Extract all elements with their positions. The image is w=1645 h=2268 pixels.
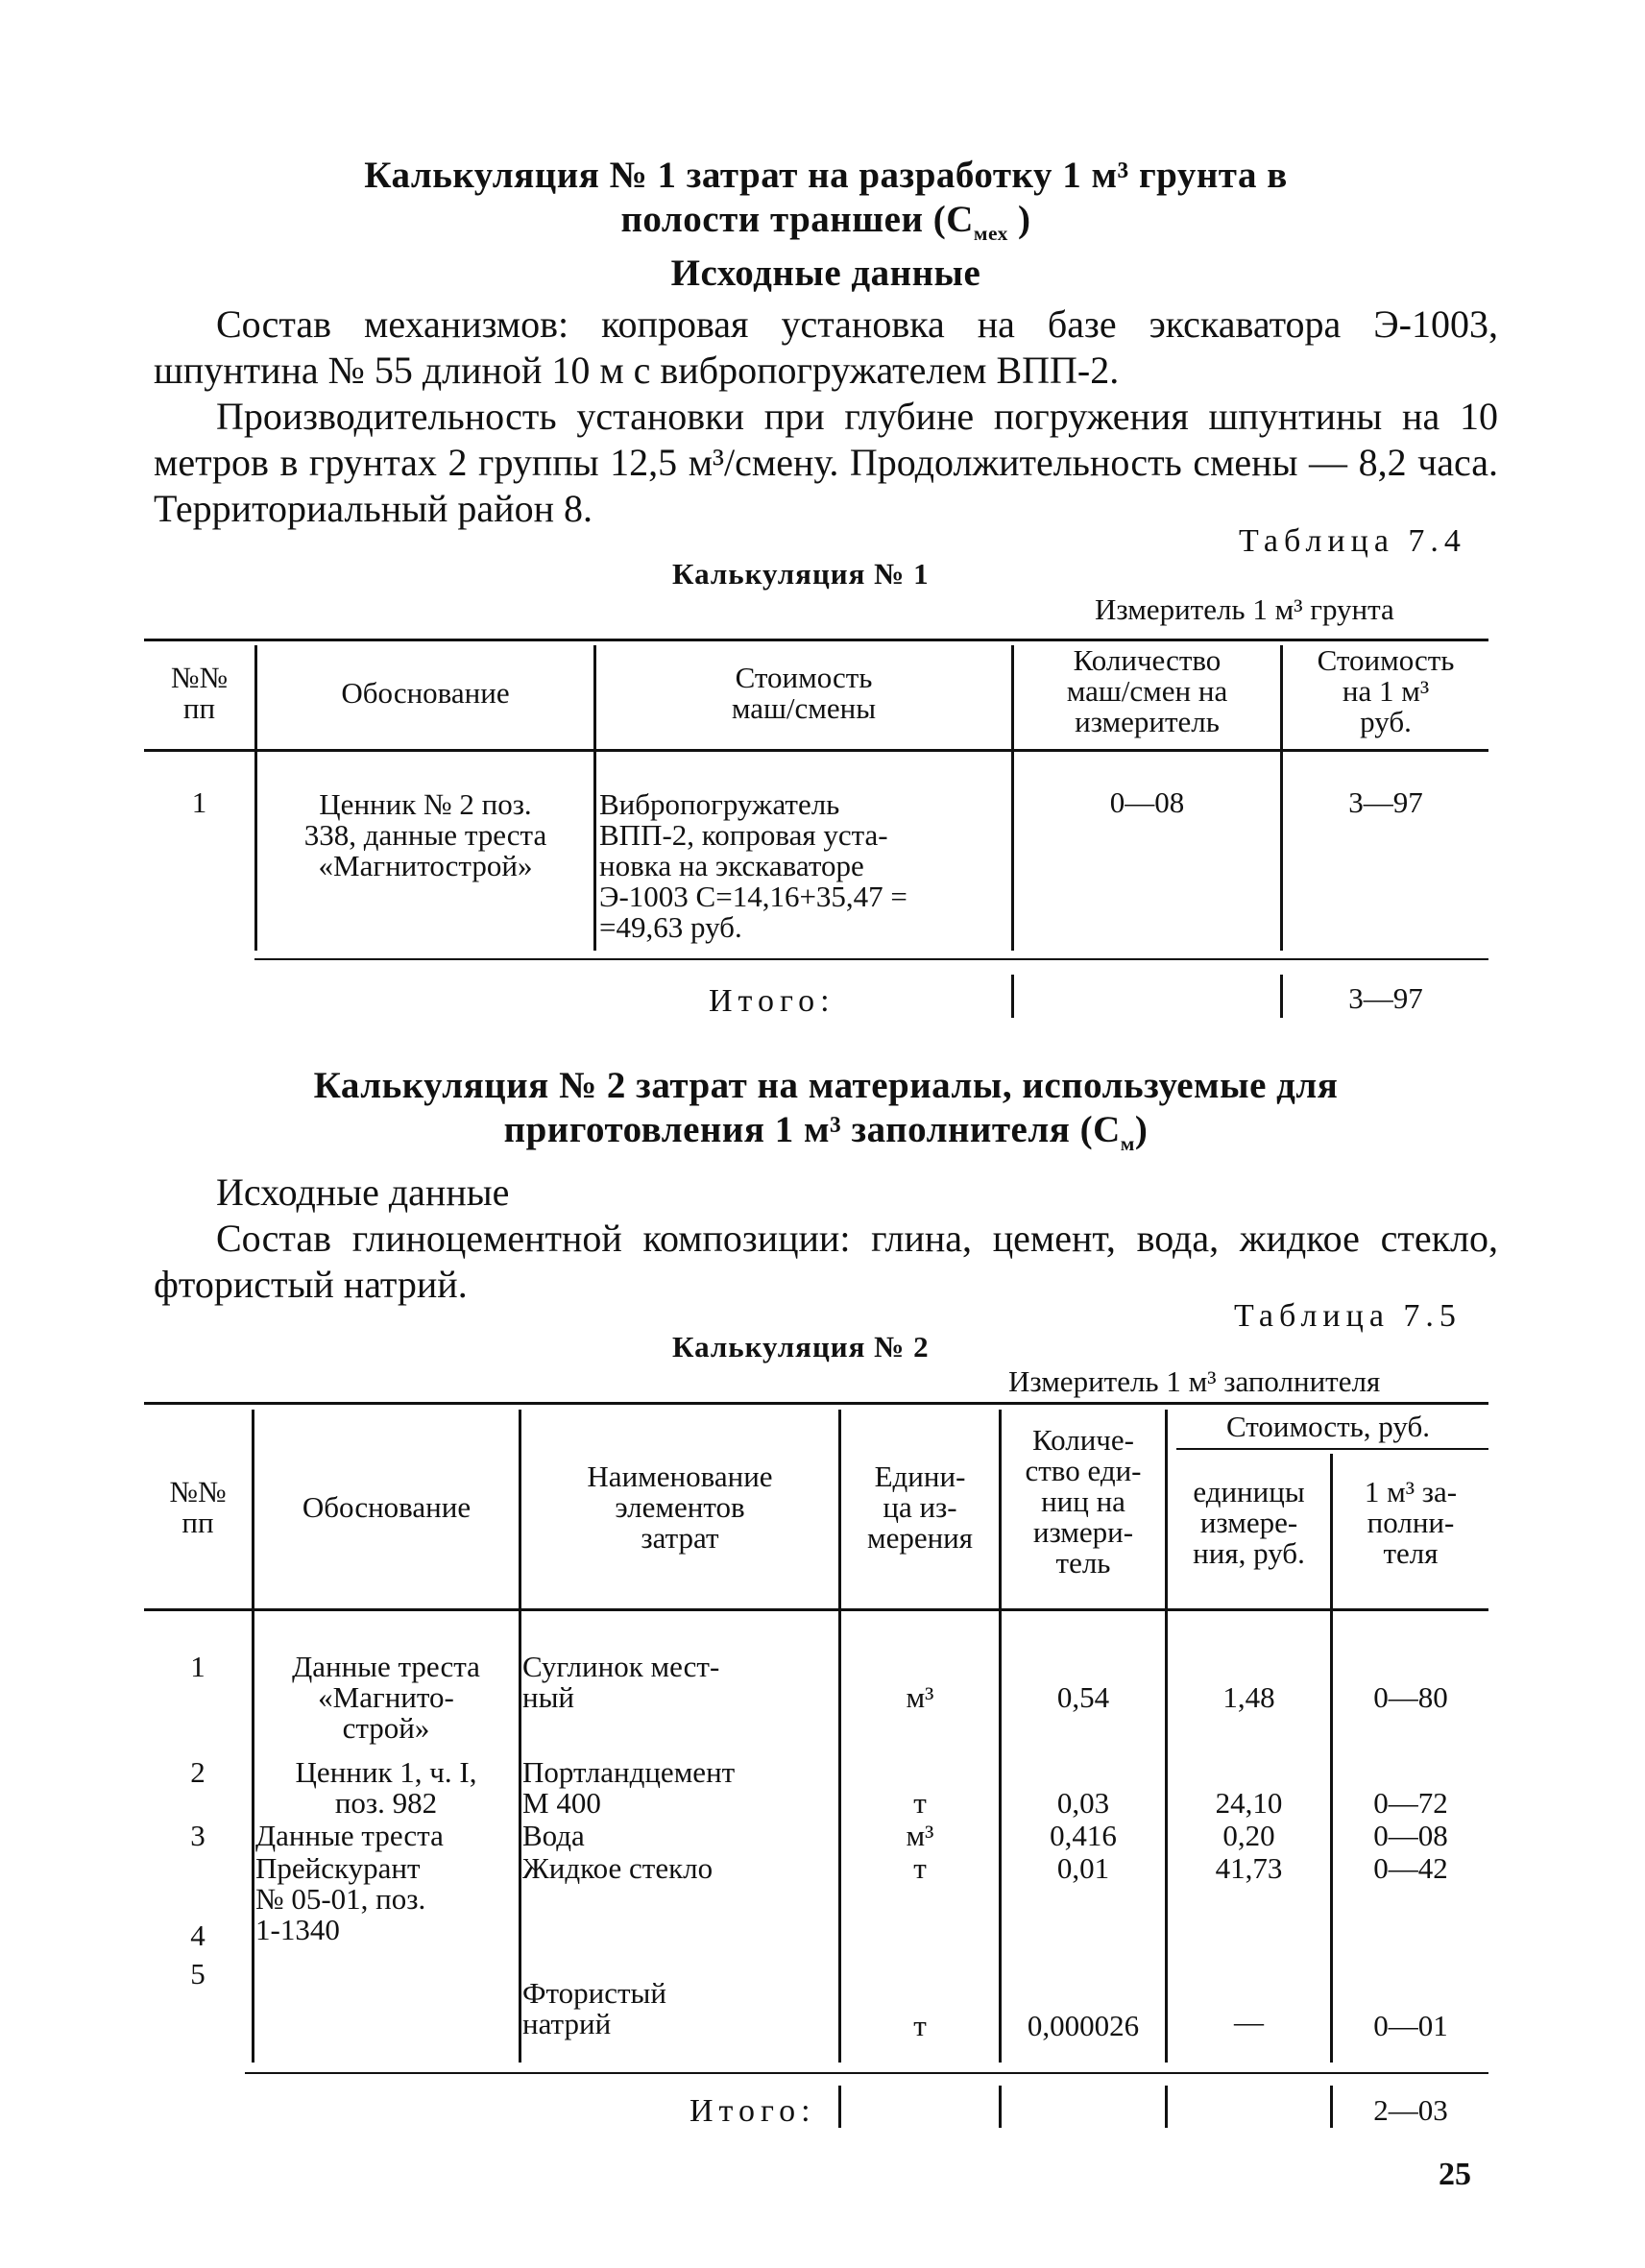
calc2-row1-basis: Данные треста «Магнито- строй» bbox=[292, 1650, 480, 1745]
calc1-meter: Измеритель 1 м³ грунта bbox=[1095, 592, 1394, 626]
calc1-row1-qty: 0—08 bbox=[1109, 785, 1185, 819]
calc2-table-bottom-rule bbox=[245, 2072, 1488, 2074]
calc2-row3-unit-cost: 0,20 bbox=[1222, 1819, 1275, 1852]
calc1-row1-basis: Ценник № 2 поз. 338, данные треста «Магнитострой» bbox=[303, 787, 547, 882]
calc1-th-price: Стоимость на 1 м³ руб. bbox=[1317, 643, 1455, 738]
calc2-row2-num: 2 bbox=[190, 1755, 206, 1789]
calc1-table-top-rule bbox=[144, 639, 1488, 641]
calc2-th-cost-group: Стоимость, руб. bbox=[1225, 1410, 1431, 1443]
calc2-row1-unit-cost: 1,48 bbox=[1222, 1680, 1275, 1714]
calc2-row2-qty: 0,03 bbox=[1056, 1786, 1110, 1820]
calc1-heading-line2-end: ) bbox=[1007, 199, 1031, 240]
calc2-row2-unit-cost: 24,10 bbox=[1215, 1786, 1283, 1820]
calc2-th-num: №№ пп bbox=[169, 1475, 227, 1539]
calc2-row4-unit-cost: 41,73 bbox=[1215, 1851, 1283, 1885]
calc2-row3-num: 3 bbox=[190, 1819, 206, 1852]
calc1-row1-num: 1 bbox=[191, 785, 207, 819]
calc1-th-qty: Количество маш/смен на измеритель bbox=[1066, 643, 1228, 738]
calc2-heading-subscript: м bbox=[1120, 1131, 1135, 1155]
calc2-total-value: 2—03 bbox=[1373, 2093, 1448, 2127]
calc2-row4-num: 4 bbox=[190, 1918, 206, 1952]
calc2-th-name: Наименование элементов затрат bbox=[587, 1460, 773, 1555]
calc2-row2-unit: т bbox=[913, 1786, 927, 1820]
calc2-heading-line2-end: ) bbox=[1134, 1109, 1149, 1150]
calc1-para2: Производительность установки при глубине погружения шпунтины на 10 метров в грунтах 2 группы 12,5 м³/смену. Продолжительность смены — 8,2 часа. Территориальный район 8. bbox=[154, 395, 1498, 530]
page-number: 25 bbox=[1439, 2157, 1471, 2192]
calc1-row1-cost: Вибропогружатель ВПП-2, копровая уста- новка на экскаваторе Э-1003 С=14,16+35,47 = =49,63 руб. bbox=[599, 787, 907, 944]
calc2-row3-per-m3: 0—08 bbox=[1373, 1819, 1448, 1852]
calc1-table-label: Таблица 7.4 bbox=[1239, 523, 1466, 559]
calc2-para1: Состав глиноцементной композиции: глина, цемент, вода, жидкое стекло, фтористый натрий. bbox=[154, 1217, 1498, 1306]
calc2-total-divider-3 bbox=[1165, 2086, 1168, 2128]
calc1-source-heading: Исходные данные bbox=[670, 253, 981, 294]
calc1-heading-subscript: мех bbox=[973, 221, 1008, 245]
calc2-row2-name: Портландцемент М 400 bbox=[522, 1755, 736, 1820]
calc1-total-label: Итого: bbox=[709, 983, 835, 1019]
calc2-row3-name: Вода bbox=[522, 1819, 585, 1852]
calc1-heading-line2-text: полости траншеи (С bbox=[620, 199, 974, 240]
calc2-row5-name: Фтористый натрий bbox=[522, 1976, 666, 2040]
calc2-row1-qty: 0,54 bbox=[1056, 1680, 1110, 1714]
calc1-table-header-rule bbox=[144, 749, 1488, 752]
calc1-th-num: №№ пп bbox=[170, 661, 229, 725]
calc2-row1-unit: м³ bbox=[906, 1680, 934, 1714]
calc2-row2-per-m3: 0—72 bbox=[1373, 1786, 1448, 1820]
calc2-total-divider-1 bbox=[838, 2086, 841, 2128]
calc2-table-title: Калькуляция № 2 bbox=[672, 1330, 930, 1363]
calc2-row1-name: Суглинок мест- ный bbox=[522, 1650, 720, 1714]
calc1-total-divider-1 bbox=[1011, 975, 1014, 1018]
calc2-heading-line2-text: приготовления 1 м³ заполнителя (С bbox=[503, 1109, 1121, 1150]
calc2-heading-line2 bbox=[192, 1108, 1460, 1155]
calc2-table-label: Таблица 7.5 bbox=[1234, 1298, 1462, 1334]
calc2-meter: Измеритель 1 м³ заполнителя bbox=[1008, 1364, 1381, 1398]
calc1-heading-line1: Калькуляция № 1 затрат на разработку 1 м³ грунта в bbox=[364, 155, 1288, 196]
calc2-source-heading: Исходные данные bbox=[216, 1170, 510, 1214]
calc1-th-cost: Стоимость маш/смены bbox=[731, 661, 877, 725]
calc2-heading bbox=[192, 1064, 1460, 1155]
calc2-row4-qty: 0,01 bbox=[1056, 1851, 1110, 1885]
calc1-heading bbox=[230, 154, 1421, 245]
calc2-th-unit-cost: единицы измере- ния, руб. bbox=[1193, 1475, 1305, 1570]
calc2-row3-unit: м³ bbox=[906, 1819, 934, 1852]
calc1-table-bottom-rule bbox=[254, 958, 1488, 960]
calc2-row4-unit: т bbox=[913, 1851, 927, 1885]
calc2-th-per-m3: 1 м³ за- полни- теля bbox=[1364, 1475, 1458, 1570]
calc2-row3-basis: Данные треста bbox=[255, 1819, 444, 1852]
calc2-row5-per-m3: 0—01 bbox=[1373, 2009, 1448, 2042]
calc2-total-label: Итого: bbox=[689, 2093, 816, 2129]
calc2-row5-num: 5 bbox=[190, 1957, 206, 1991]
calc1-row1-price: 3—97 bbox=[1348, 785, 1423, 819]
calc2-row4-per-m3: 0—42 bbox=[1373, 1851, 1448, 1885]
calc2-cost-group-rule bbox=[1176, 1448, 1488, 1450]
calc2-row5-unit-cost: — bbox=[1234, 2005, 1264, 2039]
calc2-total-divider-2 bbox=[999, 2086, 1002, 2128]
calc2-row5-unit: т bbox=[913, 2009, 927, 2042]
calc2-row4-basis: Прейскурант № 05-01, поз. 1-1340 bbox=[255, 1851, 426, 1946]
calc2-row1-per-m3: 0—80 bbox=[1373, 1680, 1448, 1714]
calc2-row5-qty: 0,000026 bbox=[1027, 2009, 1140, 2042]
calc2-row4-name: Жидкое стекло bbox=[522, 1851, 714, 1885]
calc2-row1-num: 1 bbox=[190, 1650, 206, 1683]
calc1-para1: Состав механизмов: копровая установка на базе экскаватора Э-1003, шпунтина № 55 длиной 10 м с вибропогружателем ВПП-2. bbox=[154, 302, 1498, 392]
calc2-row3-qty: 0,416 bbox=[1050, 1819, 1117, 1852]
calc2-th-unit: Едини- ца из- мерения bbox=[866, 1460, 974, 1555]
calc1-total-value: 3—97 bbox=[1348, 981, 1423, 1015]
calc2-table-top-rule bbox=[144, 1402, 1488, 1405]
calc2-row2-basis: Ценник 1, ч. I, поз. 982 bbox=[295, 1755, 477, 1820]
calc2-th-basis: Обоснование bbox=[302, 1490, 472, 1524]
calc1-table-title: Калькуляция № 1 bbox=[672, 557, 930, 591]
calc2-th-qty: Количе- ство еди- ниц на измери- тель bbox=[1025, 1423, 1142, 1580]
calc1-th-basis: Обоснование bbox=[341, 676, 510, 710]
calc1-heading-line2 bbox=[230, 198, 1421, 245]
calc2-heading-line1: Калькуляция № 2 затрат на материалы, используемые для bbox=[313, 1065, 1339, 1106]
calc2-table-header-rule bbox=[144, 1608, 1488, 1611]
